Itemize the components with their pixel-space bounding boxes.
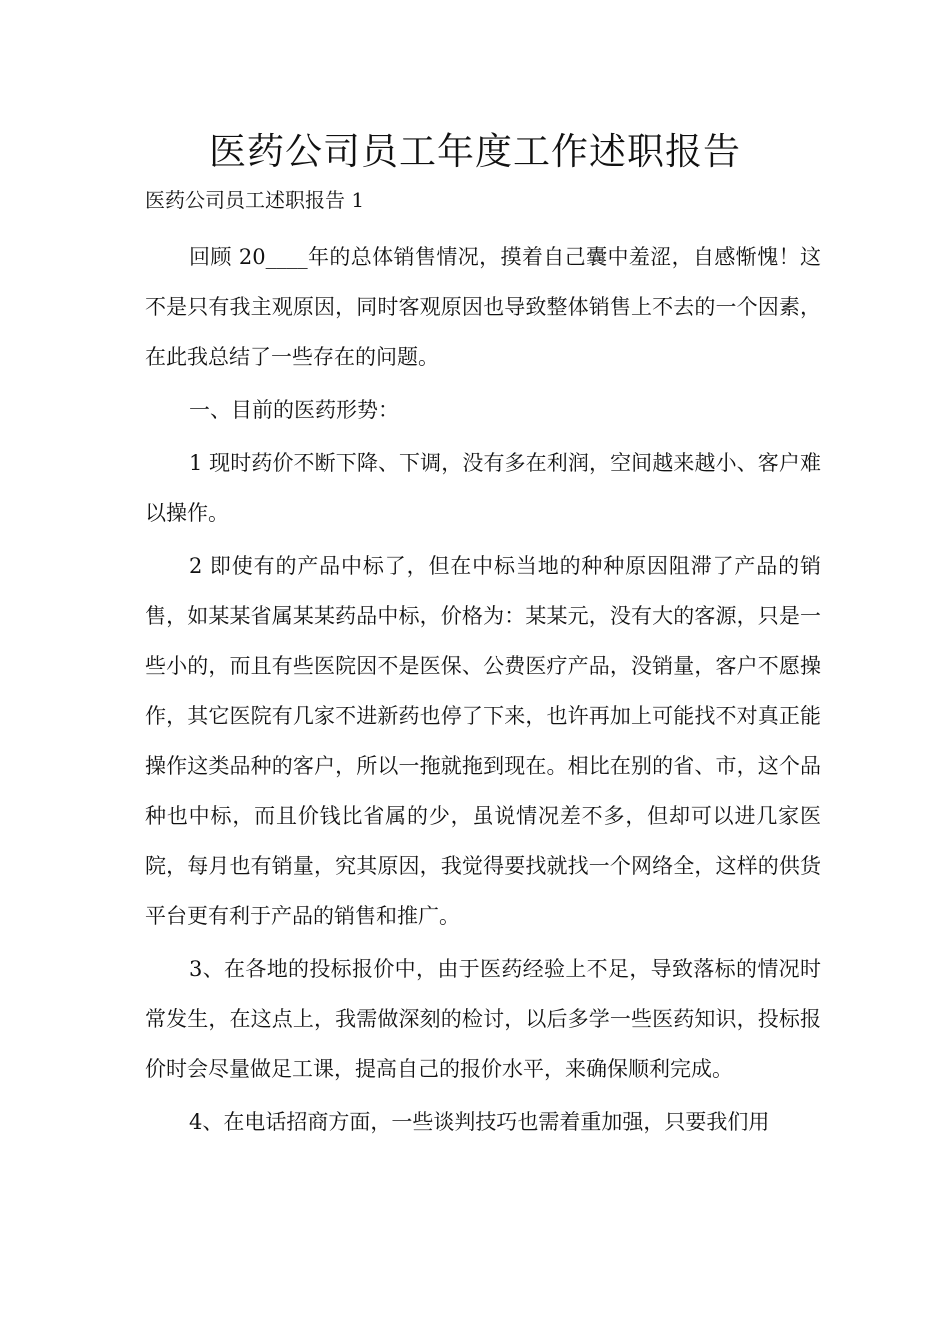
document-body (145, 232, 821, 1150)
paragraph-review: 回顾 20____年的总体销售情况，摸着自己囊中羞涩，自感惭愧！这不是只有我主观原因，同时客观原因也导致整体销售上不去的一个因素，在此我总结了一些存在的问题。 (145, 245, 821, 369)
section-heading-situation: 一、目前的医药形势： (189, 398, 399, 422)
paragraph-point-4: 4、在电话招商方面，一些谈判技巧也需着重加强，只要我们用 (189, 1110, 770, 1134)
paragraph-point-1: 1 现时药价不断下降、下调，没有多在利润，空间越来越小、客户难以操作。 (145, 451, 821, 525)
document-title: 医药公司员工年度工作述职报告 (209, 130, 741, 173)
paragraph-point-3: 3、在各地的投标报价中，由于医药经验上不足，导致落标的情况时常发生，在这点上，我需做深刻的检讨，以后多学一些医药知识，投标报价时会尽量做足工课，提高自己的报价水平，来确保顺利完成。 (145, 957, 821, 1081)
paragraph-point-2: 2 即使有的产品中标了，但在中标当地的种种原因阻滞了产品的销售，如某某省属某某药品中标，价格为：某某元，没有大的客源，只是一些小的，而且有些医院因不是医保、公费医疗产品，没销量，客户不愿操作，其它医院有几家不进新药也停了下来，也许再加上可能找不对真正能操作这类品种的客户，所以一拖就拖到现在。相比在别的省、市，这个品种也中标，而且价钱比省属的少，虽说情况差不多，但却可以进几家医院，每月也有销量，究其原因，我觉得要找就找一个网络全，这样的供货平台更有利于产品的销售和推广。 (145, 554, 821, 928)
document-subtitle: 医药公司员工述职报告 1 (145, 188, 365, 212)
